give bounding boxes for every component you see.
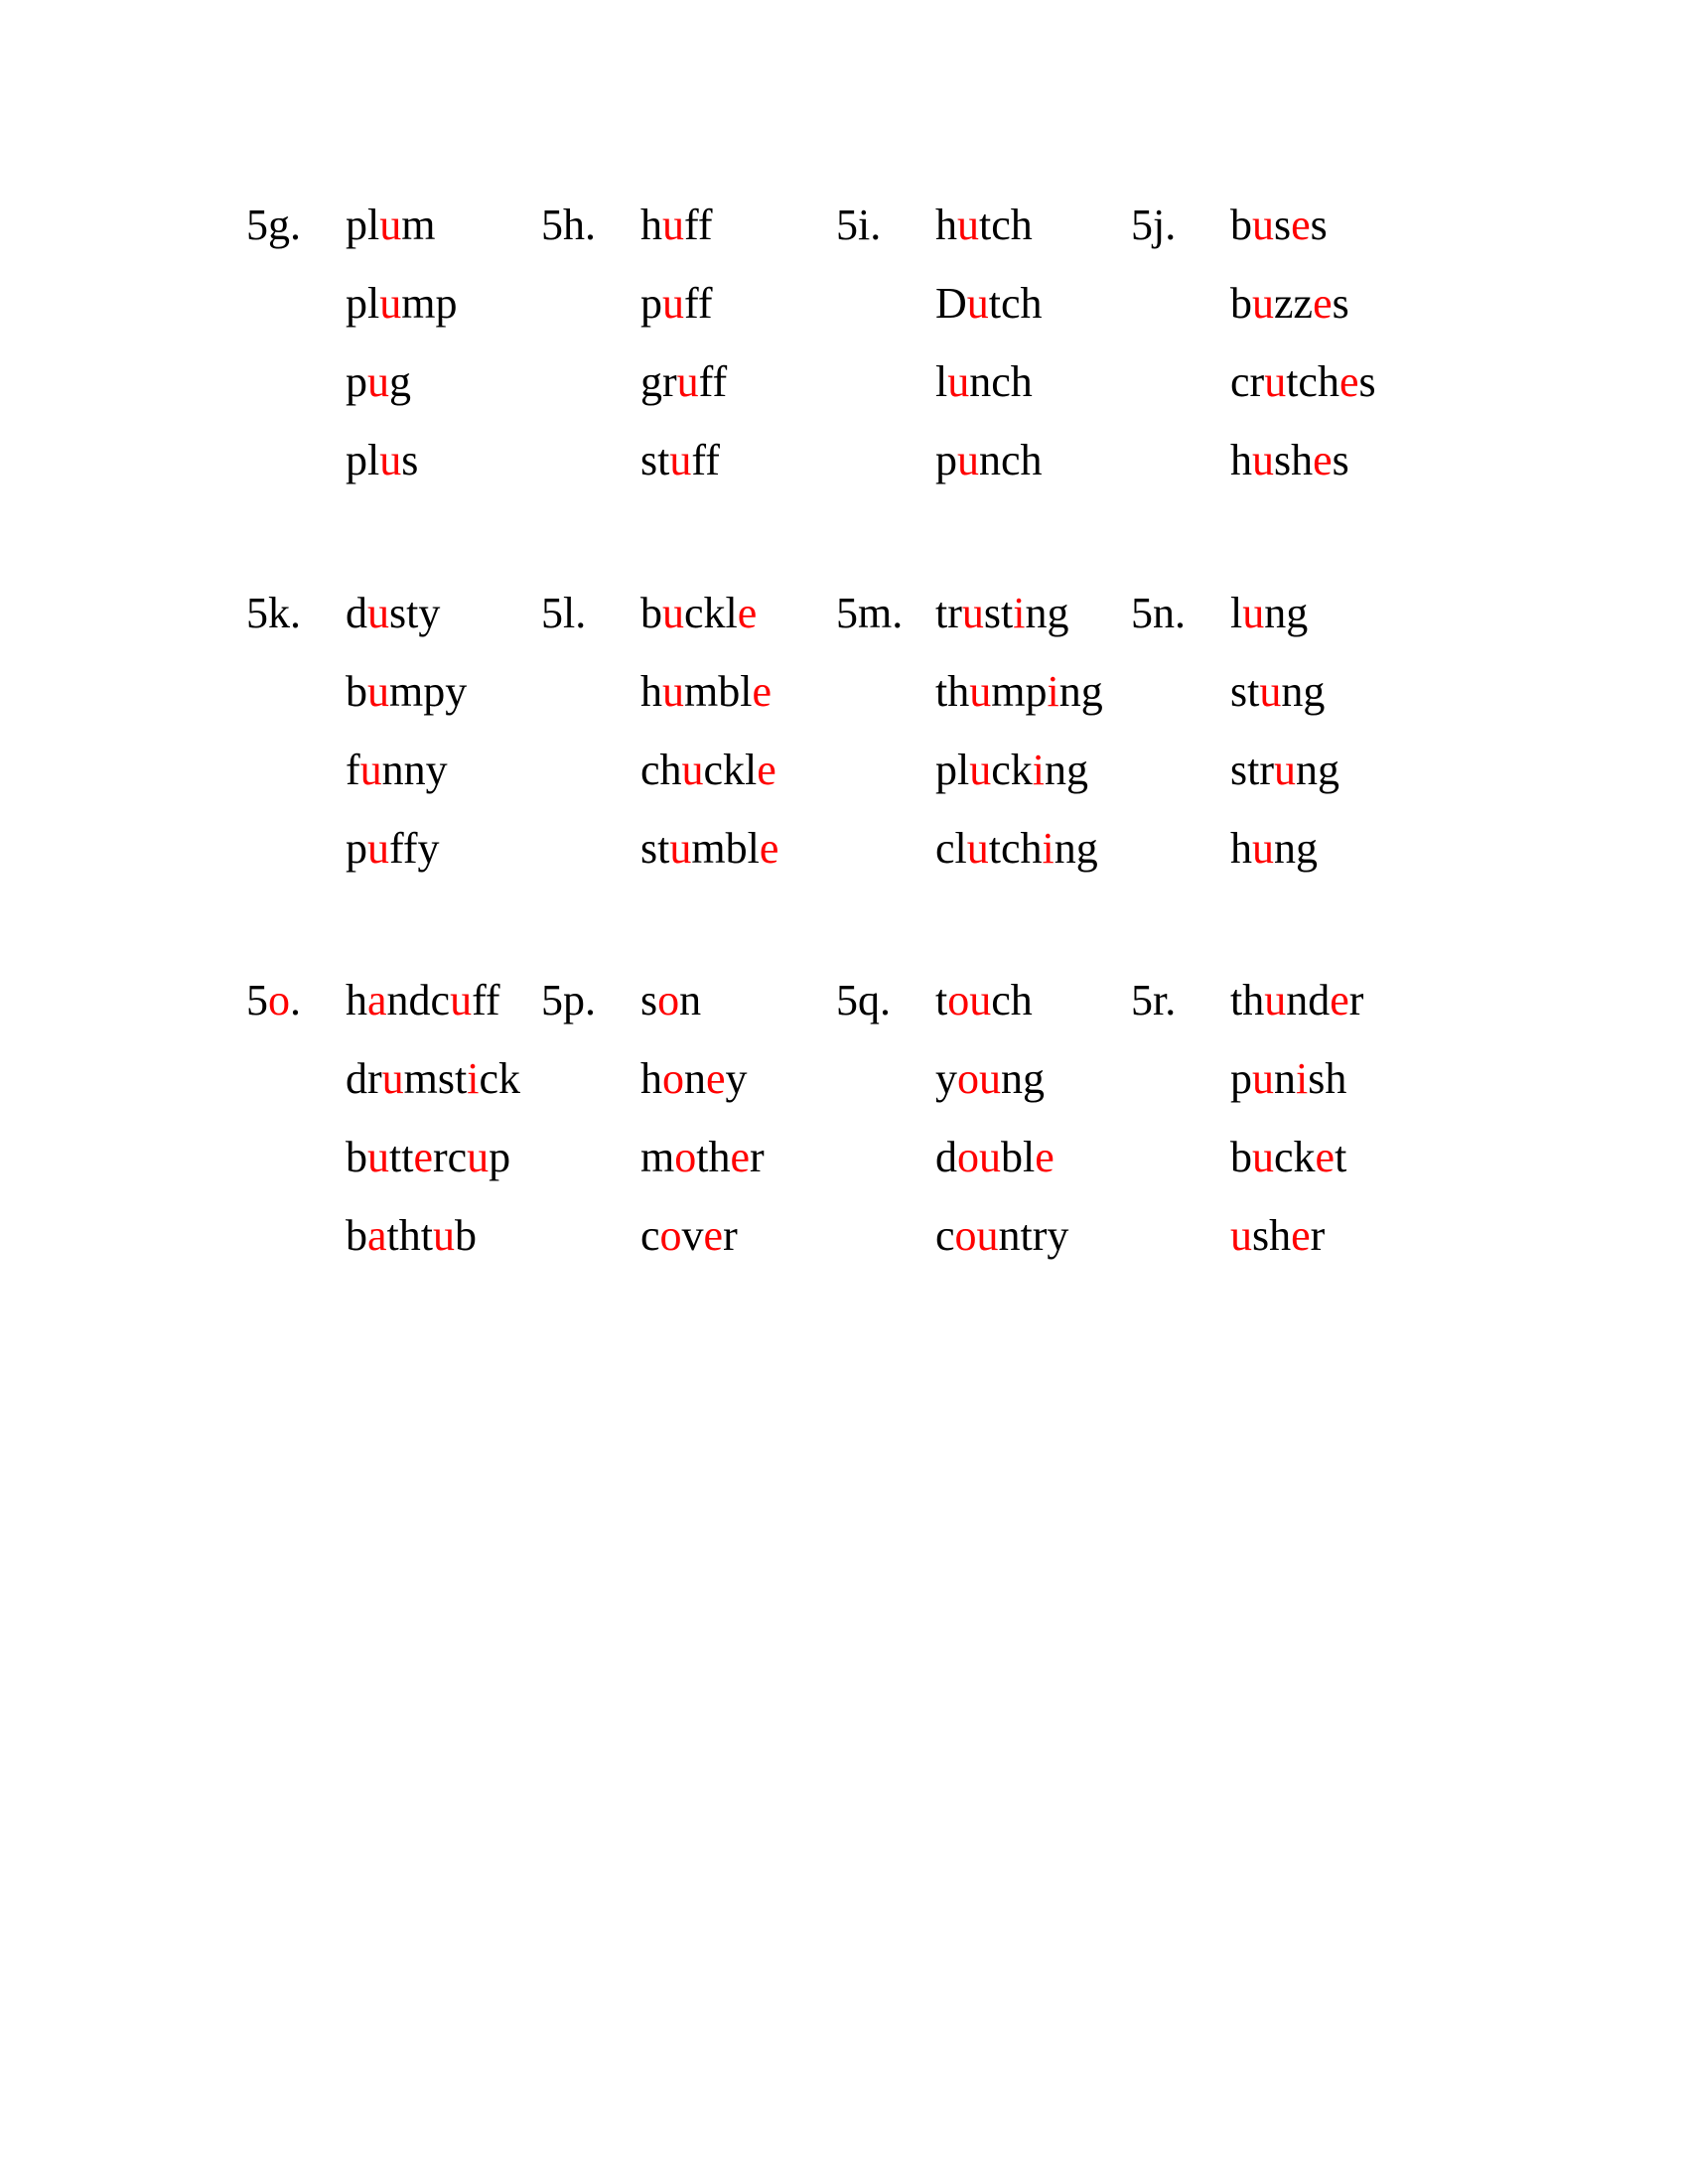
letters: sh: [1308, 1054, 1347, 1103]
letters: str: [1230, 746, 1274, 794]
letters: h: [640, 201, 662, 249]
letters: ng: [1281, 667, 1326, 716]
highlighted-letters: u: [966, 279, 989, 328]
highlighted-letters: u: [969, 667, 992, 716]
letters: ff: [472, 976, 500, 1024]
highlighted-letters: ou: [954, 1211, 999, 1260]
letters: th: [935, 667, 970, 716]
highlighted-letters: a: [367, 1211, 387, 1260]
word: [1230, 746, 1339, 794]
letters: p: [1230, 1054, 1252, 1103]
highlighted-letters: ou: [957, 1054, 1001, 1103]
highlighted-letters: u: [969, 746, 992, 794]
word: [935, 436, 1043, 484]
letters: s: [640, 976, 658, 1024]
highlighted-letters: u: [662, 201, 684, 249]
word: [1230, 976, 1364, 1024]
word: [640, 746, 778, 794]
letters: b: [1230, 279, 1252, 328]
highlighted-letters: u: [367, 824, 389, 873]
word: [346, 1133, 520, 1181]
letters: d: [346, 589, 367, 637]
letters: ff: [684, 279, 713, 328]
word: [640, 201, 727, 249]
highlighted-letters: u: [1252, 1133, 1274, 1181]
word: [346, 667, 468, 716]
highlighted-letters: u: [1242, 589, 1265, 637]
letters: d: [935, 1133, 957, 1181]
letters: h: [346, 976, 367, 1024]
word: [346, 824, 467, 873]
letters: s: [1358, 357, 1376, 406]
highlighted-letters: u: [676, 357, 699, 406]
letters: bl: [1001, 1133, 1036, 1181]
letters: st: [983, 589, 1014, 637]
letters: r: [1310, 1211, 1326, 1260]
letters: ch: [991, 976, 1033, 1024]
word-list: [935, 201, 1043, 517]
word: [1230, 824, 1339, 873]
letters: gr: [640, 357, 677, 406]
letters: tch: [979, 201, 1033, 249]
letters: ckl: [684, 589, 738, 637]
word-list: [935, 589, 1103, 905]
word: [935, 279, 1043, 328]
highlighted-letters: u: [1252, 436, 1274, 484]
highlighted-letters: a: [367, 976, 387, 1024]
letters: s: [1310, 201, 1328, 249]
word: [935, 746, 1103, 794]
letters: p: [489, 1133, 511, 1181]
highlighted-letters: u: [432, 1211, 455, 1260]
highlighted-letters: u: [367, 589, 389, 637]
letters: m: [401, 201, 436, 249]
letters: h: [1230, 436, 1252, 484]
word: [1230, 357, 1376, 406]
word: [640, 279, 727, 328]
word-list: [1230, 201, 1376, 517]
highlighted-letters: i: [1032, 746, 1045, 794]
letters: pl: [346, 279, 380, 328]
highlighted-letters: o: [659, 1211, 682, 1260]
letters: ckl: [703, 746, 758, 794]
highlighted-letters: u: [947, 357, 970, 406]
highlighted-letters: u: [1274, 746, 1296, 794]
highlighted-letters: o: [662, 1054, 684, 1103]
word-list: [346, 201, 458, 517]
word: [1230, 279, 1376, 328]
letters: b: [1230, 1133, 1252, 1181]
letters: ng: [1264, 589, 1309, 637]
word: [346, 201, 457, 249]
letters: tt: [389, 1133, 414, 1181]
letters: nny: [381, 746, 448, 794]
letters: r: [723, 1211, 738, 1260]
letters: st: [640, 436, 670, 484]
letters: dr: [346, 1054, 382, 1103]
letters: sh: [1274, 436, 1314, 484]
letters: tch: [1286, 357, 1339, 406]
highlighted-letters: u: [961, 589, 984, 637]
letters: ck: [991, 746, 1033, 794]
word: [935, 1133, 1068, 1181]
letters: pl: [346, 201, 380, 249]
letters: b: [454, 1211, 477, 1260]
highlighted-letters: u: [367, 1133, 389, 1181]
highlighted-letters: e: [1291, 201, 1311, 249]
word: [346, 589, 467, 637]
letters: p: [640, 279, 662, 328]
letters: s: [1332, 436, 1349, 484]
letters: nch: [969, 357, 1033, 406]
word-list: [640, 589, 779, 905]
highlighted-letters: u: [1252, 824, 1274, 873]
letters: zz: [1274, 279, 1314, 328]
letters: mbl: [684, 667, 753, 716]
highlighted-letters: u: [669, 824, 692, 873]
highlighted-letters: e: [757, 746, 776, 794]
letters: c: [640, 1211, 660, 1260]
highlighted-letters: u: [1252, 279, 1274, 328]
word: [640, 1133, 765, 1181]
word: [1230, 436, 1376, 484]
highlighted-letters: e: [706, 1054, 726, 1103]
letters: ndc: [386, 976, 451, 1024]
letters: cr: [1230, 357, 1265, 406]
letters: .: [290, 976, 301, 1024]
word: [640, 1211, 765, 1260]
word: [346, 357, 457, 406]
highlighted-letters: u: [1259, 667, 1282, 716]
letters: v: [681, 1211, 704, 1260]
letters: b: [346, 1133, 367, 1181]
highlighted-letters: u: [669, 436, 692, 484]
highlighted-letters: o: [657, 976, 680, 1024]
letters: b: [346, 667, 367, 716]
letters: b: [640, 589, 662, 637]
highlighted-letters: ou: [957, 1133, 1001, 1181]
highlighted-letters: i: [1047, 667, 1059, 716]
letters: t: [1335, 1133, 1347, 1181]
highlighted-letters: u: [662, 589, 684, 637]
letters: ff: [698, 357, 728, 406]
letters: p: [346, 824, 367, 873]
highlighted-letters: u: [957, 201, 979, 249]
highlighted-letters: i: [1296, 1054, 1309, 1103]
letters: f: [346, 746, 360, 794]
letters: sty: [389, 589, 441, 637]
highlighted-letters: e: [730, 1133, 750, 1181]
highlighted-letters: e: [703, 1211, 724, 1260]
word: [935, 1211, 1069, 1260]
letters: st: [1230, 667, 1260, 716]
word: [346, 746, 467, 794]
letters: r: [750, 1133, 765, 1181]
highlighted-letters: u: [662, 279, 684, 328]
group-label: 5m.: [836, 589, 904, 637]
highlighted-letters: e: [413, 1133, 433, 1181]
word: [346, 1211, 520, 1260]
letters: s: [1332, 279, 1349, 328]
letters: ck: [1274, 1133, 1316, 1181]
word: [346, 1054, 520, 1103]
word: [640, 824, 779, 873]
highlighted-letters: u: [662, 667, 684, 716]
word: [640, 357, 728, 406]
word: [346, 976, 520, 1024]
letters: ntry: [998, 1211, 1069, 1260]
letters: n: [684, 1054, 706, 1103]
letters: ng: [1045, 746, 1088, 794]
letters: mp: [991, 667, 1048, 716]
group-label: 5n.: [1131, 589, 1186, 637]
word: [640, 436, 727, 484]
word-list: [346, 976, 520, 1293]
letters: p: [346, 357, 367, 406]
letters: pl: [346, 436, 380, 484]
letters: ng: [1296, 746, 1339, 794]
highlighted-letters: u: [467, 1133, 490, 1181]
letters: s: [1274, 201, 1292, 249]
letters: l: [935, 357, 948, 406]
letters: r: [1348, 976, 1364, 1024]
letters: nd: [1286, 976, 1331, 1024]
highlighted-letters: i: [1042, 824, 1055, 873]
letters: 5: [246, 976, 268, 1024]
letters: th: [1230, 976, 1265, 1024]
letters: m: [640, 1133, 675, 1181]
letters: t: [935, 976, 948, 1024]
letters: p: [935, 436, 957, 484]
word: [640, 1054, 765, 1103]
word: [640, 667, 778, 716]
highlighted-letters: u: [1264, 976, 1287, 1024]
letters: b: [1230, 201, 1252, 249]
word: [935, 976, 1068, 1024]
letters: pl: [935, 746, 970, 794]
highlighted-letters: u: [367, 667, 389, 716]
letters: mst: [403, 1054, 468, 1103]
highlighted-letters: u: [957, 436, 979, 484]
word: [640, 976, 765, 1024]
letters: b: [346, 1211, 367, 1260]
group-label: 5j.: [1131, 201, 1177, 249]
letters: y: [725, 1054, 748, 1103]
letters: ff: [691, 436, 720, 484]
word: [935, 667, 1103, 716]
letters: h: [1230, 824, 1252, 873]
letters: th: [696, 1133, 731, 1181]
letters: c: [935, 1211, 955, 1260]
word: [935, 589, 1103, 637]
letters: ff: [684, 201, 713, 249]
letters: tch: [988, 824, 1043, 873]
highlighted-letters: i: [1013, 589, 1026, 637]
group-label: 5q.: [836, 976, 891, 1024]
group-label: [246, 976, 301, 1024]
word: [1230, 1054, 1363, 1103]
letters: sh: [1252, 1211, 1292, 1260]
highlighted-letters: u: [379, 279, 402, 328]
letters: cl: [935, 824, 967, 873]
highlighted-letters: e: [1315, 1133, 1336, 1181]
group-label: 5k.: [246, 589, 301, 637]
highlighted-letters: e: [759, 824, 779, 873]
letters: h: [640, 667, 662, 716]
letters: g: [389, 357, 411, 406]
highlighted-letters: u: [1252, 201, 1274, 249]
group-label: 5l.: [541, 589, 587, 637]
word-list: [1230, 589, 1339, 905]
highlighted-letters: e: [752, 667, 772, 716]
letters: tch: [988, 279, 1043, 328]
letters: mbl: [691, 824, 760, 873]
letters: h: [640, 1054, 662, 1103]
word-list: [346, 589, 468, 905]
highlighted-letters: e: [1035, 1133, 1055, 1181]
highlighted-letters: u: [1264, 357, 1287, 406]
highlighted-letters: e: [1330, 976, 1349, 1024]
highlighted-letters: e: [1313, 436, 1333, 484]
word: [935, 824, 1103, 873]
highlighted-letters: o: [674, 1133, 697, 1181]
letters: mp: [401, 279, 458, 328]
group-label: 5h.: [541, 201, 596, 249]
letters: st: [640, 824, 670, 873]
group-label: 5i.: [836, 201, 882, 249]
word: [1230, 1133, 1363, 1181]
highlighted-letters: u: [681, 746, 704, 794]
highlighted-letters: e: [1313, 279, 1333, 328]
letters: ng: [1025, 589, 1069, 637]
letters: h: [935, 201, 957, 249]
letters: tr: [935, 589, 962, 637]
word: [346, 436, 457, 484]
highlighted-letters: u: [966, 824, 989, 873]
highlighted-letters: e: [1338, 357, 1359, 406]
word-list: [935, 976, 1069, 1293]
word: [1230, 667, 1339, 716]
word: [346, 279, 458, 328]
highlighted-letters: o: [268, 976, 290, 1024]
letters: tht: [386, 1211, 433, 1260]
letters: ck: [479, 1054, 520, 1103]
word: [935, 201, 1043, 249]
highlighted-letters: e: [1291, 1211, 1311, 1260]
word-list: [1230, 976, 1364, 1293]
highlighted-letters: u: [1252, 1054, 1274, 1103]
group-label: 5g.: [246, 201, 301, 249]
word: [1230, 1211, 1363, 1260]
highlighted-letters: u: [367, 357, 389, 406]
group-label: 5r.: [1131, 976, 1177, 1024]
word: [1230, 201, 1376, 249]
letters: l: [1230, 589, 1243, 637]
word-list: [640, 201, 728, 517]
letters: ng: [1054, 824, 1098, 873]
letters: ng: [1274, 824, 1318, 873]
letters: D: [935, 279, 967, 328]
letters: n: [679, 976, 702, 1024]
letters: s: [401, 436, 419, 484]
word: [935, 357, 1043, 406]
highlighted-letters: i: [467, 1054, 480, 1103]
letters: mpy: [389, 667, 468, 716]
word: [1230, 589, 1339, 637]
letters: y: [935, 1054, 957, 1103]
letters: rc: [432, 1133, 468, 1181]
letters: ch: [640, 746, 682, 794]
word: [935, 1054, 1068, 1103]
highlighted-letters: ou: [947, 976, 992, 1024]
highlighted-letters: u: [381, 1054, 404, 1103]
letters: ng: [1058, 667, 1103, 716]
highlighted-letters: u: [450, 976, 473, 1024]
letters: ng: [1001, 1054, 1045, 1103]
highlighted-letters: e: [737, 589, 758, 637]
highlighted-letters: u: [379, 201, 402, 249]
word-list: [640, 976, 765, 1293]
highlighted-letters: u: [359, 746, 382, 794]
highlighted-letters: u: [379, 436, 402, 484]
letters: ffy: [389, 824, 440, 873]
group-label: 5p.: [541, 976, 596, 1024]
letters: n: [1274, 1054, 1296, 1103]
letters: nch: [979, 436, 1043, 484]
word: [640, 589, 778, 637]
highlighted-letters: u: [1230, 1211, 1252, 1260]
